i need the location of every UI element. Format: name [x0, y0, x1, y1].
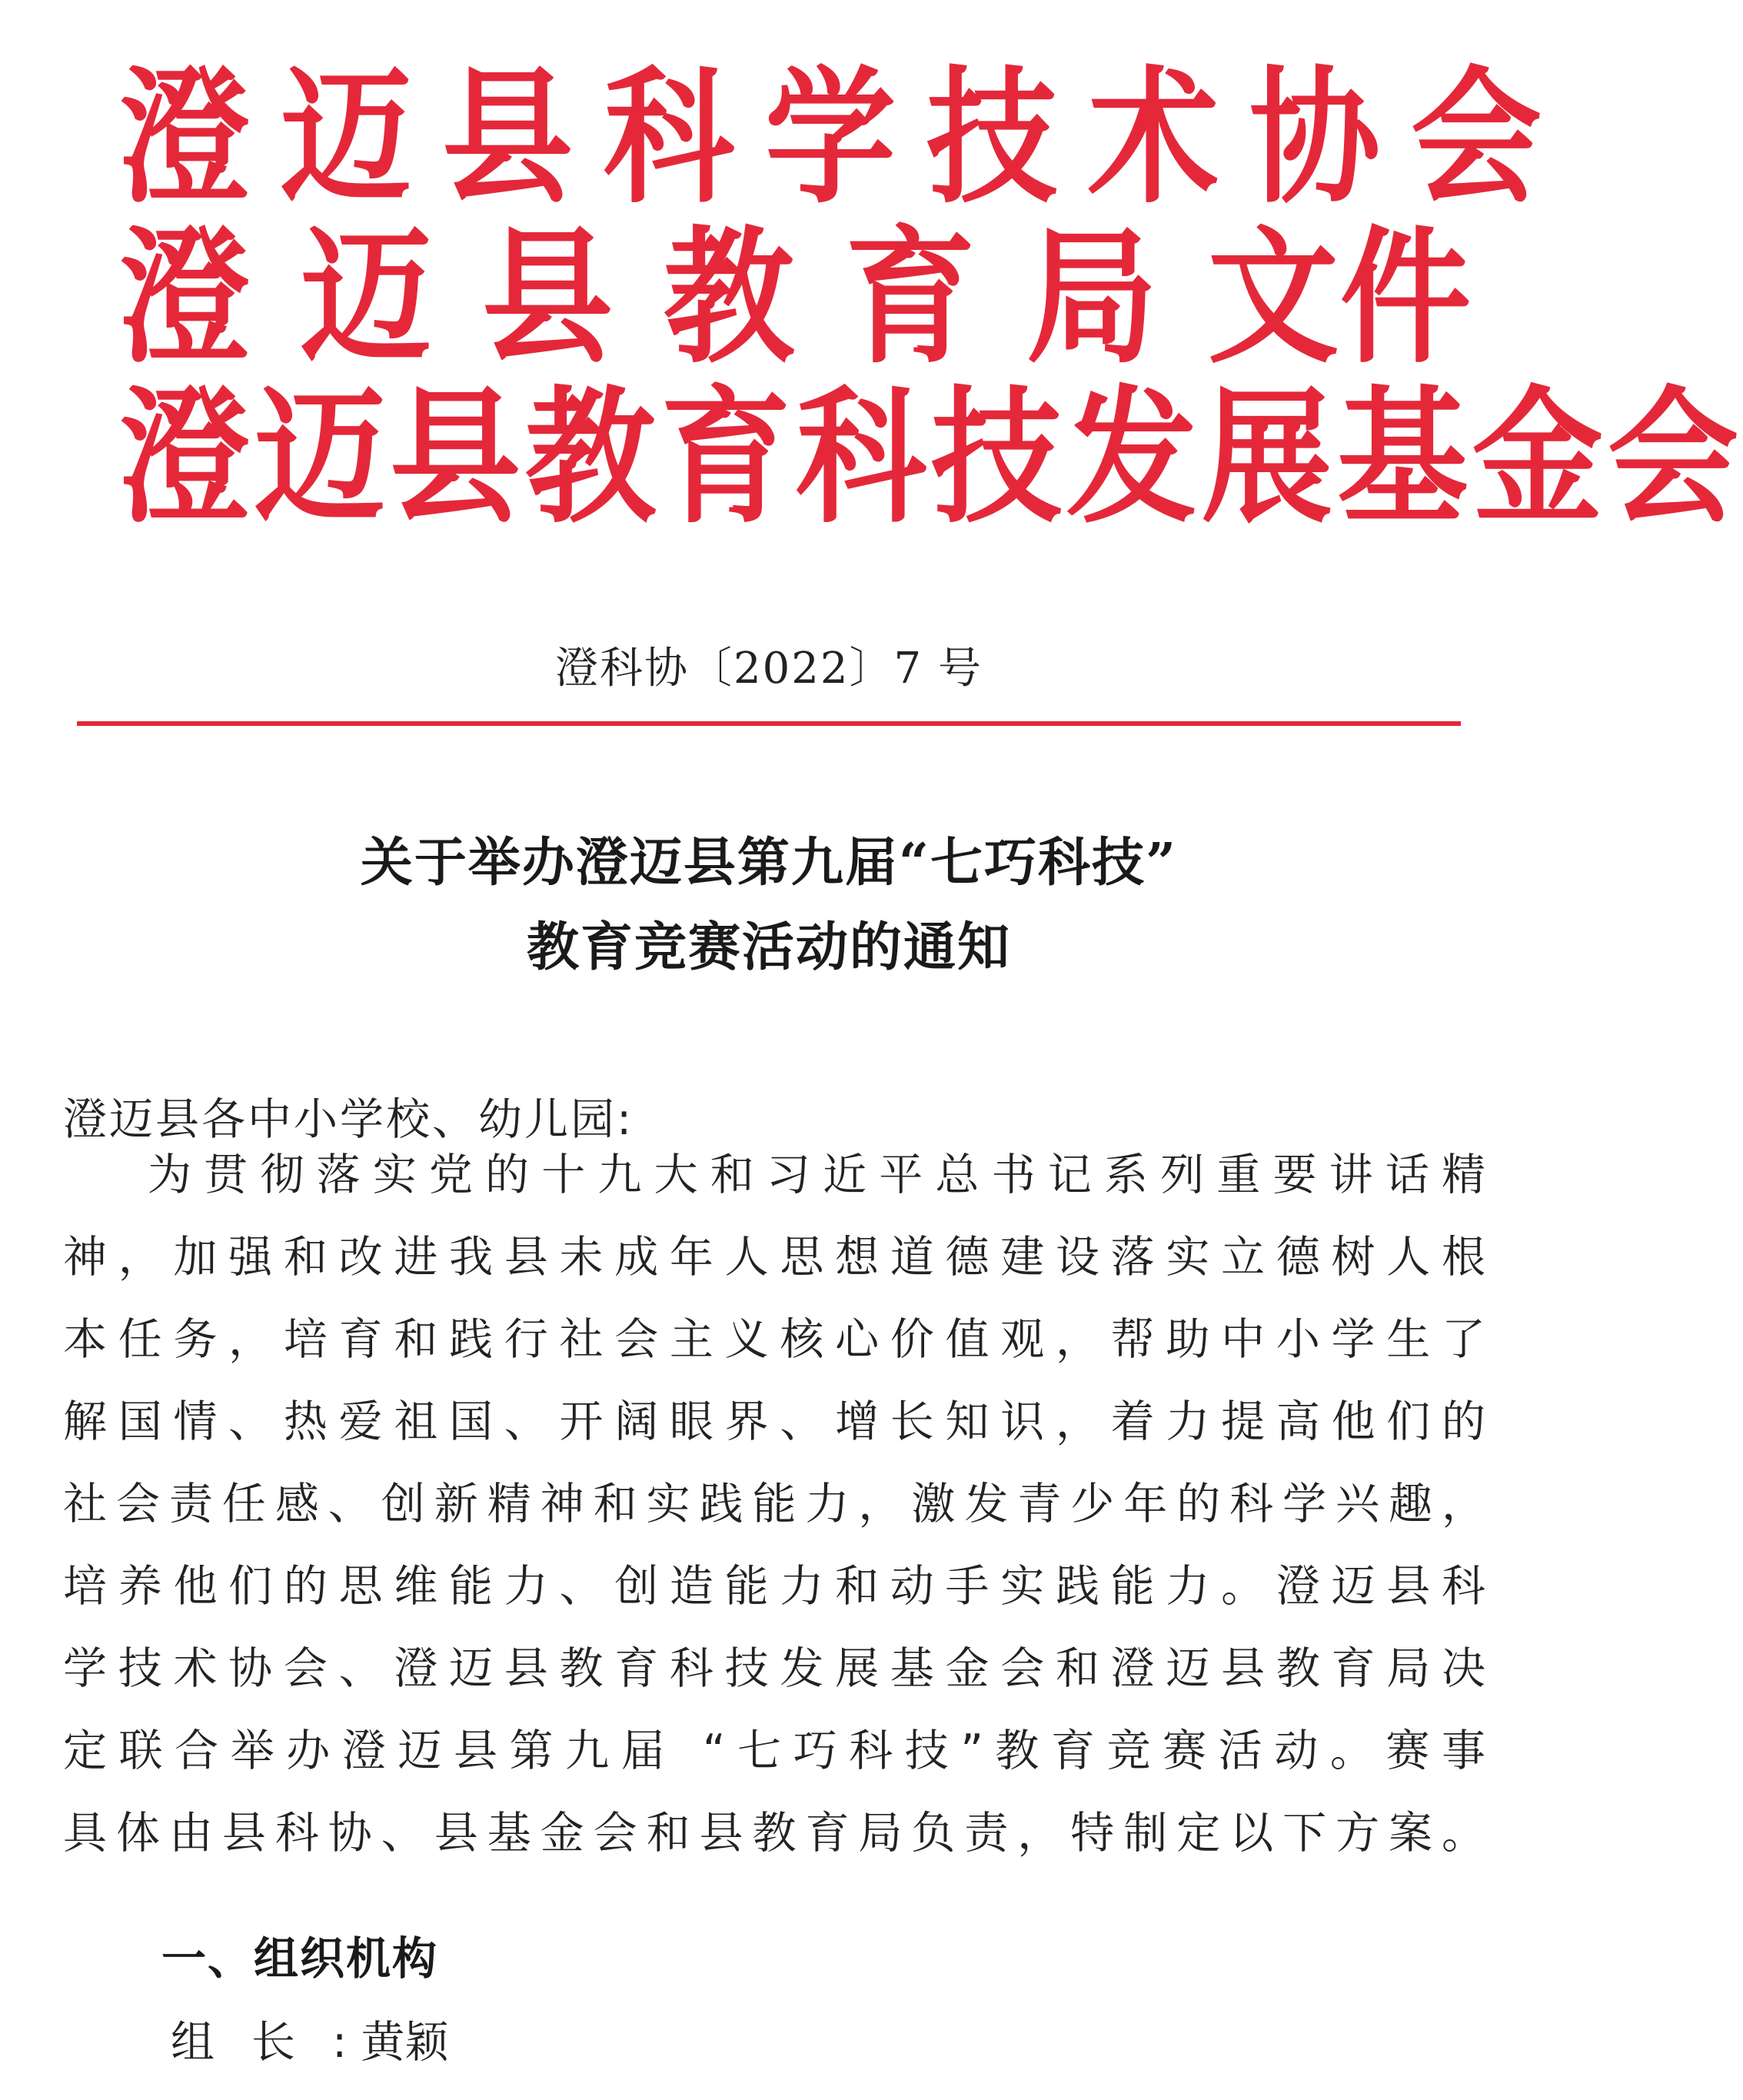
masthead-document-word: 文件	[1208, 211, 1473, 384]
paragraph-line: 定联合举办澄迈县第九届 “七巧科技”教育竞赛活动。赛事	[63, 1726, 1485, 1776]
leader-line	[171, 2007, 448, 2070]
masthead-char: 教	[664, 211, 795, 384]
leader-name: 黄颖	[361, 2017, 449, 2068]
paragraph-line: 解国情、热爱祖国、开阔眼界、增长知识，着力提高他们的	[63, 1396, 1485, 1447]
document-number: 澄科协〔2022〕7 号	[555, 644, 983, 694]
masthead-char: 澄	[119, 211, 251, 384]
red-divider	[77, 721, 1461, 726]
masthead-char: 县	[482, 211, 614, 384]
masthead-char: 育	[845, 211, 976, 384]
salutation: 澄迈县各中小学校、幼儿园:	[63, 1094, 634, 1145]
title-line-1: 关于举办澄迈县第九届“七巧科技”	[360, 832, 1178, 894]
masthead-char: 迈	[301, 211, 432, 384]
paragraph-line: 学技术协会、澄迈县教育科技发展基金会和澄迈县教育局决	[63, 1643, 1485, 1694]
masthead	[119, 52, 1743, 544]
paragraph-line: 社会责任感、创新精神和实践能力，激发青少年的科学兴趣，	[63, 1479, 1485, 1529]
paragraph-line: 培养他们的思维能力、创造能力和动手实践能力。澄迈县科	[63, 1561, 1485, 1612]
masthead-line-foundation: 澄迈县教育科技发展基金会	[119, 371, 1743, 544]
paragraph-line: 为贯彻落实党的十九大和习近平总书记系列重要讲话精	[148, 1150, 1485, 1200]
paragraph-line: 神，加强和改进我县未成年人思想道德建设落实立德树人根	[63, 1232, 1485, 1283]
paragraph-line: 具体由县科协、县基金会和县教育局负责，特制定以下方案。	[63, 1808, 1485, 1859]
paragraph-line: 本任务，培育和践行社会主义核心价值观，帮助中小学生了	[63, 1314, 1485, 1365]
title-line-2: 教育竞赛活动的通知	[526, 917, 1011, 978]
masthead-line-science-association: 澄迈县科学技术协会	[119, 52, 1573, 224]
masthead-line-education-bureau	[119, 208, 1472, 388]
leader-colon: :	[332, 2017, 348, 2068]
masthead-char: 局	[1026, 211, 1158, 384]
section-heading: 一、组织机构	[161, 1932, 439, 1985]
leader-label: 组长	[171, 2017, 332, 2068]
